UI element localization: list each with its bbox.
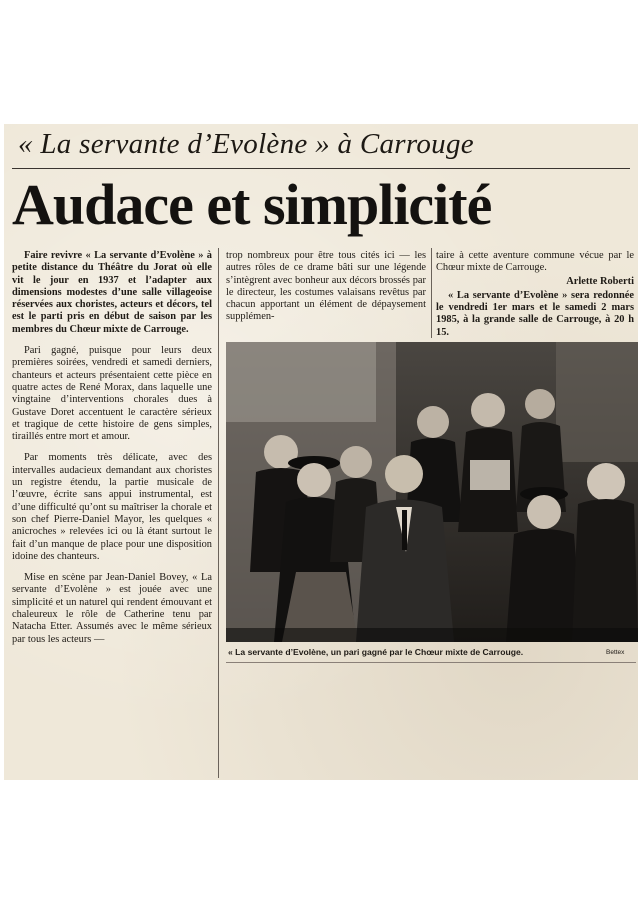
column-divider xyxy=(431,248,432,338)
choir-photo-illustration xyxy=(226,342,638,642)
performance-note: « La servante d’Evolène » sera redonnée le vendredi 1er mars et le samedi 2 mars 1985, à la grande salle de Carrouge, à 20 h 15. xyxy=(436,289,634,338)
column-1 xyxy=(12,250,212,655)
caption-divider xyxy=(226,662,636,663)
kicker-divider xyxy=(12,168,630,169)
body-paragraph: Mise en scène par Jean-Daniel Bovey, « La servante d’Evolène » est jouée avec une simplicité et un naturel qui rendent émouvant et chaleureux le rôle de Catherine tenu par Natacha Etter. Assumés avec le même sérieux par tous les acteurs — xyxy=(12,572,212,645)
body-paragraph: taire à cette aventure commune vécue par le Chœur mixte de Carrouge. xyxy=(436,250,634,274)
photo-caption: « La servante d’Evolène, un pari gagné par le Chœur mixte de Carrouge. xyxy=(228,647,524,657)
body-paragraph: Par moments très délicate, avec des intervalles audacieux demandant aux choristes un registre étendu, la partie musicale de l’œuvre, écrite sans appui instrumental, est d’une difficulté qu’ont su maîtriser la chorale et son chef Pierre-Daniel Mayor, les quelques « anicroches » relevées ici ou là étant surtout le fait d’un manque de place pour une disposition idoine des chanteurs. xyxy=(12,452,212,562)
column-divider xyxy=(218,248,219,778)
author-signature: Arlette Roberti xyxy=(566,275,634,287)
column-2 xyxy=(226,250,426,333)
body-paragraph: Pari gagné, puisque pour leurs deux premières soirées, vendredi et samedi derniers, chanteurs et acteurs présentaient cette pièce en quatre actes de René Morax, dans laquelle une vingtaine d’interventions chorales dues à Gustave Doret accentuent le caractère sérieux et tragique de cette histoire de gens simples, tiraillés entre mort et amour. xyxy=(12,345,212,443)
article-headline: Audace et simplicité xyxy=(12,172,492,237)
article-kicker: « La servante d’Evolène » à Carrouge xyxy=(18,128,474,160)
body-paragraph: trop nombreux pour être tous cités ici — les autres rôles de ce drame bâti sur une légende s’intègrent avec bonheur aux décors brossés par le directeur, les costumes valaisans revêtus par chacun apportant un élément de dépaysement supplémen- xyxy=(226,250,426,323)
lede-paragraph: Faire revivre « La servante d’Evolène » à petite distance du Théâtre du Jorat où elle vit le jour en 1937 et l’adapter aux dimensions modestes d’une salle villageoise réservées aux choristes, acteurs et décors, tel est le parti pris en début de saison par les membres du Chœur mixte de Carrouge. xyxy=(12,250,212,335)
photo-credit: Bettex xyxy=(606,649,625,656)
column-3 xyxy=(436,250,634,348)
newspaper-clipping xyxy=(4,124,638,780)
article-photo xyxy=(226,342,638,642)
